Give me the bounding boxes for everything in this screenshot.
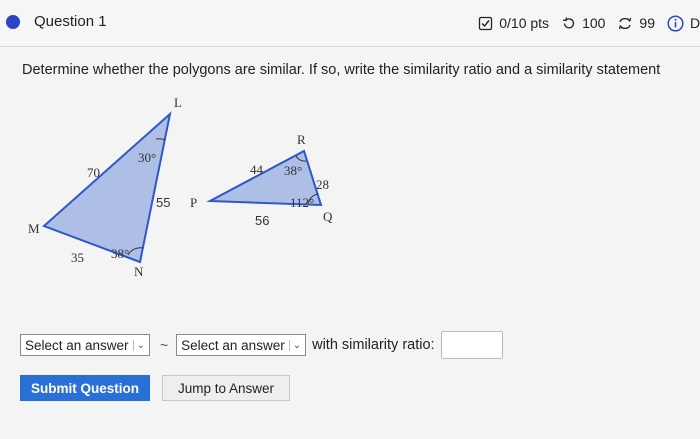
side-rq-label: 28 xyxy=(316,177,329,192)
question-stats xyxy=(478,12,700,34)
submit-question-button[interactable]: Submit Question xyxy=(20,375,150,401)
details-link-cut[interactable]: D xyxy=(690,15,700,31)
question-prompt: Determine whether the polygons are similar. If so, write the similarity ratio and a similarity statement xyxy=(22,62,661,78)
chevron-down-icon: ⌄ xyxy=(133,340,145,351)
polygon1-select-value: Select an answer xyxy=(25,337,129,353)
side-ln-label: 55 xyxy=(156,195,171,210)
side-ml-label: 70 xyxy=(87,165,100,180)
angle-q-label: 112° xyxy=(290,195,315,210)
angle-l-label: 30° xyxy=(138,150,157,165)
triangle-lmn xyxy=(44,114,170,262)
vertex-p: P xyxy=(190,195,198,210)
side-mn-label: 35 xyxy=(71,250,84,265)
similar-symbol: ~ xyxy=(159,337,169,353)
similar-triangles-figure xyxy=(20,92,360,292)
vertex-m: M xyxy=(28,221,40,236)
polygon2-select[interactable] xyxy=(176,334,306,356)
vertex-r: R xyxy=(297,132,306,147)
angle-r-label: 38° xyxy=(284,163,303,178)
chevron-down-icon: ⌄ xyxy=(289,340,301,351)
checkbox-icon xyxy=(478,16,493,31)
retry-icon[interactable] xyxy=(617,16,633,31)
vertex-l: L xyxy=(174,95,182,110)
points-text: 0/10 pts xyxy=(499,15,550,31)
attempts-count: 99 xyxy=(639,15,655,31)
retries-count: 100 xyxy=(582,15,606,31)
side-pr-label: 44 xyxy=(250,162,263,177)
vertex-n: N xyxy=(134,264,144,279)
question-title: Question 1 xyxy=(34,13,107,30)
side-pq-label: 56 xyxy=(255,213,270,228)
polygon1-select[interactable] xyxy=(20,334,150,356)
undo-icon[interactable] xyxy=(561,16,576,31)
info-icon[interactable] xyxy=(667,15,684,32)
question-header xyxy=(0,0,700,47)
ratio-label: with similarity ratio: xyxy=(312,337,435,353)
polygon2-select-value: Select an answer xyxy=(181,337,285,353)
vertex-q: Q xyxy=(323,209,333,224)
question-status-dot xyxy=(6,15,20,29)
angle-n-label: 38° xyxy=(111,246,130,261)
jump-to-answer-button[interactable]: Jump to Answer xyxy=(162,375,290,401)
answer-row xyxy=(20,329,503,361)
ratio-input[interactable] xyxy=(441,331,503,359)
